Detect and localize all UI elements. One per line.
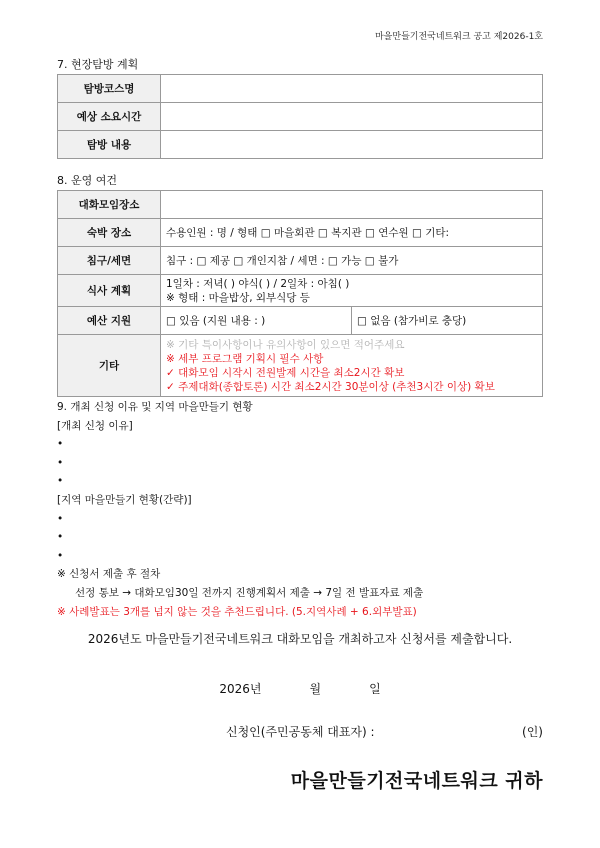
site-visit-table bbox=[57, 74, 543, 159]
table-row bbox=[58, 247, 543, 275]
reason-heading: [개최 신청 이유] bbox=[57, 419, 133, 432]
table-row bbox=[58, 75, 543, 103]
meal-plan-field[interactable] bbox=[161, 275, 543, 307]
budget-yes-option[interactable]: □ 있음 (지원 내용 : ) bbox=[161, 307, 352, 335]
case-presentation-recommendation: ※ 사례발표는 3개를 넘지 않는 것을 추천드립니다. (5.지역사례 + 6.외부발표) bbox=[57, 605, 417, 618]
lodging-label: 숙박 장소 bbox=[58, 219, 161, 247]
table-row bbox=[58, 219, 543, 247]
section-7-title: 7. 현장탐방 계획 bbox=[57, 58, 139, 71]
table-row bbox=[58, 307, 543, 335]
operation-conditions-table bbox=[57, 190, 543, 397]
table-row bbox=[58, 335, 543, 397]
venue-field[interactable] bbox=[161, 191, 543, 219]
recipient: 마을만들기전국네트워크 귀하 bbox=[290, 770, 543, 792]
lodging-field[interactable]: 수용인원 : 명 / 형태 □ 마을회관 □ 복지관 □ 연수원 □ 기타: bbox=[161, 219, 543, 247]
reason-bullet[interactable]: • bbox=[57, 475, 64, 488]
table-row bbox=[58, 131, 543, 159]
status-bullet[interactable]: • bbox=[57, 531, 64, 544]
bedding-field[interactable]: 침구 : □ 제공 □ 개인지참 / 세면 : □ 가능 □ 불가 bbox=[161, 247, 543, 275]
table-row bbox=[58, 103, 543, 131]
budget-support-label: 예산 지원 bbox=[58, 307, 161, 335]
date-year[interactable]: 2026년 bbox=[219, 682, 262, 696]
meal-plan-label: 식사 계획 bbox=[58, 275, 161, 307]
expected-duration-label: 예상 소요시간 bbox=[58, 103, 161, 131]
tour-content-field[interactable] bbox=[161, 131, 543, 159]
meal-schedule-line: 1일차 : 저녁( ) 야식( ) / 2일차 : 아침( ) bbox=[166, 277, 350, 290]
status-bullet[interactable]: • bbox=[57, 512, 64, 525]
document-reference-number: 마을만들기전국네트워크 공고 제2026-1호 bbox=[374, 32, 543, 42]
section-9-title: 9. 개최 신청 이유 및 지역 마을만들기 현황 bbox=[57, 401, 253, 413]
etc-label: 기타 bbox=[58, 335, 161, 397]
meal-type-note: ※ 형태 : 마을밥상, 외부식당 등 bbox=[166, 291, 310, 304]
applicant-label: 신청인(주민공동체 대표자) : bbox=[226, 725, 375, 739]
tour-course-label: 탐방코스명 bbox=[58, 75, 161, 103]
etc-field[interactable] bbox=[161, 335, 543, 397]
budget-no-option[interactable]: □ 없음 (참가비로 충당) bbox=[352, 307, 543, 335]
status-heading: [지역 마을만들기 현황(간략)] bbox=[57, 493, 192, 506]
tour-course-field[interactable] bbox=[161, 75, 543, 103]
table-row bbox=[58, 191, 543, 219]
date-line bbox=[0, 680, 600, 697]
reason-bullet[interactable]: • bbox=[57, 456, 64, 469]
reason-bullet[interactable]: • bbox=[57, 438, 64, 451]
etc-placeholder-note: ※ 기타 특이사항이나 유의사항이 있으면 적어주세요 bbox=[166, 338, 405, 351]
tour-content-label: 탐방 내용 bbox=[58, 131, 161, 159]
status-bullet[interactable]: • bbox=[57, 549, 64, 562]
procedure-title: ※ 신청서 제출 후 절차 bbox=[57, 568, 161, 581]
procedure-steps: 선정 통보 → 대화모임30일 전까지 진행계획서 제출 → 7일 전 발표자료 제출 bbox=[75, 586, 424, 599]
table-row bbox=[58, 275, 543, 307]
date-month[interactable]: 월 bbox=[309, 682, 322, 696]
section-9 bbox=[57, 398, 547, 621]
bedding-label: 침구/세면 bbox=[58, 247, 161, 275]
section-8-title: 8. 운영 여건 bbox=[57, 174, 117, 187]
venue-label: 대화모임장소 bbox=[58, 191, 161, 219]
presentation-time-requirement: ✓ 대화모임 시작시 전원발제 시간을 최소2시간 확보 bbox=[166, 366, 405, 379]
date-day[interactable]: 일 bbox=[369, 682, 381, 696]
expected-duration-field[interactable] bbox=[161, 103, 543, 131]
discussion-time-requirement: ✓ 주제대화(종합토론) 시간 최소2시간 30분이상 (추천3시간 이상) 확보 bbox=[166, 380, 495, 393]
seal-mark: (인) bbox=[522, 725, 543, 739]
program-requirement-note: ※ 세부 프로그램 기획시 필수 사항 bbox=[166, 352, 324, 365]
declaration-text: 2026년도 마을만들기전국네트워크 대화모임을 개최하고자 신청서를 제출합니다. bbox=[87, 632, 513, 646]
